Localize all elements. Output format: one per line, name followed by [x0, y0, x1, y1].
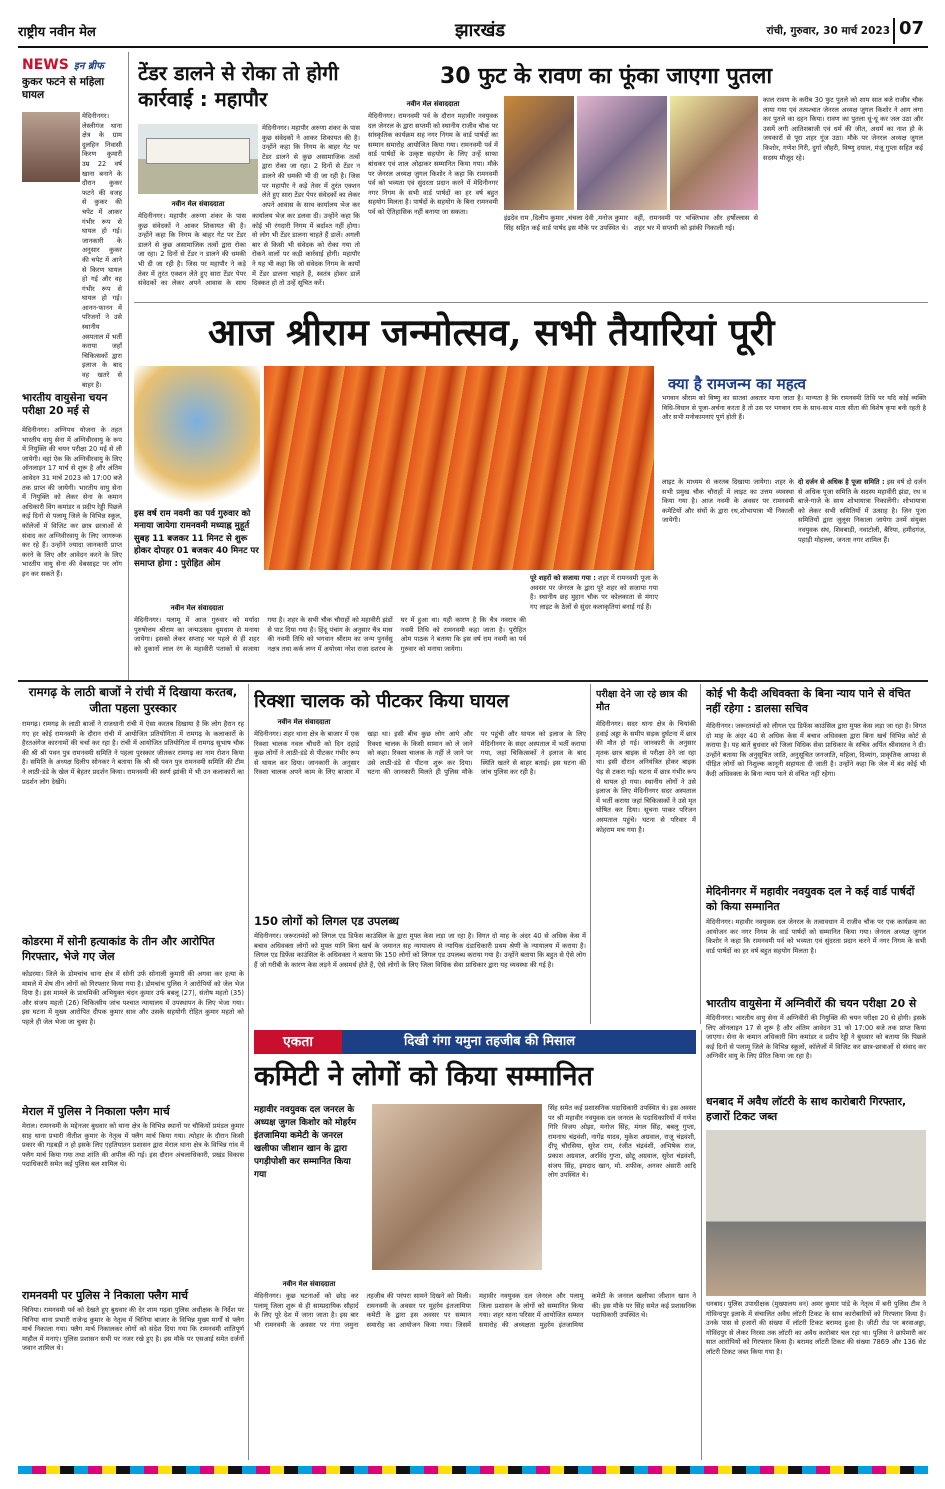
- legal-body: मेदिनीनगर। जरूरतमंदों को लिगल एड डिफेंस काउंसिल के द्वारा मुफ्त केस लड़ा जा रहा है। विगत दो माह के अंदर 40 से अधिक केस में बचाव अधिवक्ता लोगों को मुफ्त यानि बिना खर्च के जमानत सह न्यायालय से न्यायिक दंडाधिकारी प्रथम श्रेणी के न्यायालय में कराया है। लिगल एड डिफेंस काउंसिल के अधिवक्ता ने बताया कि 150 लोगों को लिगल एड उपलब्ध कराया गया है। उन्होंने बताया कि बहुत से ऐसे लोग हैं जो गरीबी के कारण केस लड़ने में असमर्थ होते हैं, ऐसे लोगों के लिए जिला विधिक सेवा प्राधिकार द्वारा यह व्यवस्था की गई है।: [254, 932, 586, 969]
- registration-color-strip: [18, 1466, 928, 1474]
- masthead-dateline: रांची, गुरुवार, 30 मार्च 2023: [766, 25, 890, 37]
- ramgarh-headline: रामगढ़ के लाठी बाजों ने रांची में दिखाया करतब, जीता पहला पुरस्कार: [28, 685, 238, 715]
- masthead-rule: [18, 46, 928, 48]
- exam-headline: परीक्षा देने जा रहे छात्र की मौत: [596, 689, 688, 713]
- masthead-section: झारखंड: [455, 20, 505, 41]
- ravan-photo-1: [504, 96, 574, 210]
- agniveer-body: मेदिनीनगर। भारतीय वायु सेना में अग्निवीरों की नियुक्ति की चयन परीक्षा 20 से होगी। इसके लिए ऑनलाइन 17 से शुरू है और अंतिम आवेदन 31 को 17:00 बजे तक प्राप्त किया जाएगा। सेना के कमान अधिकारी विंग कमांडर व प्रदीप रेड्डी ने बुधवार को बताया कि पिछले कई दिनों से पलामू जिले के विभिन्न स्कूलों, कॉलेजों में विजिट कर छात्र-छात्राओं से संवाद कर अग्निवीर वायु के लिए प्रेरित किया जा रहा है।: [706, 1014, 926, 1061]
- ekta-body-2: सिंह समेत कई प्रशासनिक पदाधिकारी उपस्थित थे। इस अवसर पर श्री महावीर नवयुवक दल जनरल के पदाधिकारियों में गणेश गिरि विजय ओझा, मनोज सिंह, मंगल सिंह, बबलू गुप्ता, रामनाथ चंद्रवंशी, नागेंद्र यादव, मुकेश अग्रवाल, राजू चंद्रवंशी, दीपू चौरसिया, सुरेश राम, रंजीत चंद्रवंशी, अभिषेक राज, प्रकाश अग्रवाल, अरविंद गुप्ता, छोटू अग्रवाल, सुरेश चंद्रवंशी, संजय सिंह, इमदाद खान, मो. शफीक, अनवर अंसारी आदि लोग उपस्थित थे।: [548, 1104, 696, 1180]
- janmotsav-right-body-2: [798, 478, 926, 658]
- kaidi-body: मेदिनीनगर। जरूरतमंदों को लीगल एड डिफेंस काउंसिल द्वारा मुफ्त केस लड़ा जा रहा है। विगत दो माह के अंदर 40 से अधिक केस में बचाव अधिवक्ता द्वारा बिना खर्च विभिन्न कोर्ट से कराया है। यह बातें बुधवार को जिला विधिक सेवा प्राधिकार के सचिव अर्पित श्रीवास्तव ने दी। उन्होंने बताया कि अनुसूचित जाति, अनुसूचित जनजाति, महिला, दिव्यांग, प्राकृतिक आपदा से पीड़ित लोगों को निशुल्क कानूनी सहायता दी जाती है। उन्होंने कहा कि जेल में बंद कोई भी कैदी अधिवक्ता के बिना न्याय पाने से वंचित नहीं रहेगा।: [706, 722, 926, 778]
- ekta-headline: कमिटी ने लोगों को किया सम्मानित: [254, 1061, 593, 1092]
- rickshaw-headline: रिक्शा चालक को पीटकर किया घायल: [254, 691, 509, 712]
- ekta-blurb: महावीर नवयुवक दल जनरल के अध्यक्ष जुगल किशोर को मोहर्रम इंतजामिया कमेटी के जनरल खलीफा जीशान खान के द्वारा पगड़ीपोशी कर सम्मानित किया गया: [254, 1105, 357, 1180]
- ravan-body: मेदिनीनगर। रामनवमी पर्व के दौरान महावीर नवयुवक दल जेनरल के द्वारा सप्तमी को स्थानीय राजीव चौक पर सांस्कृतिक कार्यक्रम सह नगर निगम के वार्ड पार्षदों का सम्मान समारोह आयोजित किया गया। रामनवमी पर्व में वार्ड पार्षदों के उत्कृष्ट सहयोग के लिए उन्हें साफा बांधकर एवं शाल ओढ़ाकर सम्मानित किया गया। मौके पर जेनरल अध्यक्ष जुगल किशोर ने कहा कि रामनवमी पर्व को भव्यता एवं सुंदरता प्रदान करने में मेदिनीनगर नगर निगम के सभी वार्ड पार्षदों का हर वर्ष बहुत सहयोग मिलता है। पार्षदों के सहयोग के बिना रामनवमी पर्व को ऐतिहासिक नहीं बनाया जा सकता।: [368, 112, 498, 216]
- koderma-headline: कोडरमा में सोनी हत्याकांड के तीन और आरोपित गिरफ्तार, भेजे गए जेल: [22, 935, 215, 963]
- rickshaw-byline: नवीन मेल संवाददाता: [277, 718, 331, 726]
- news-brief-sub: इन ब्रीफ: [73, 61, 104, 72]
- dhanbad-headline: धनबाद में अवैध लॉटरी के साथ कारोबारी गिरफ्तार, हजारों टिकट जब्त: [706, 1095, 907, 1123]
- janmotsav-callout: इस वर्ष राम नवमी का पर्व गुरुवार को मनाया जायेगा रामनवमी मध्याह्न मुहूर्त सुबह 11 बजकर 11 मिनट से शुरू होकर दोपहर 01 बजकर 40 मिनट पर समाप्त होगा : पुरोहित ओम: [134, 509, 259, 569]
- brief-cooker-title: कुकर फटने से महिला घायल: [22, 76, 105, 101]
- janmotsav-sub: [530, 574, 658, 674]
- ekta-label: एकता: [254, 1030, 342, 1054]
- agniveer-headline: भारतीय वायुसेना में अग्निवीरों की चयन परीक्षा 20 से: [706, 997, 917, 1010]
- ravan-caption: इंद्रदेव राम ,दिलीप कुमार ,चंचला देवी ,मनोज कुमार सिंह सहित कई वार्ड पार्षद इस मौके पर उपस्थित थे। वहीं, रामनवमी पर भक्तिभाव और हर्षोल्लास से शहर भर में सप्तमी को झांकी निकाली गई।: [504, 214, 758, 232]
- news-brief-header: [22, 54, 124, 72]
- column-divider: [248, 684, 249, 1460]
- section-rule: [18, 680, 928, 682]
- legal-headline: 150 लोगों को लिगल एड उपलब्ध: [254, 914, 399, 928]
- masthead-paper-name: राष्ट्रीय नवीन मेल: [18, 25, 96, 40]
- janmotsav-sub-body: शहर में रामनवमी पूजा के अवसर पर जेनरल के द्वारा पूरे शहर को सजाया गया है। स्थानीय छह मुहान चौक पर कोलकाता से मंगाए गए लाइट के ठेलों से सुंदर कलाकृतियां बनाई गई हैं।: [530, 574, 658, 611]
- mahatva-box-body: भगवान श्रीराम को विष्णु का सातवां अवतार माना जाता है। मान्यता है कि रामनवमी तिथि पर यदि कोई व्यक्ति विधि-विधान से पूजा-अर्चना करता है तो उस पर भगवान राम के साथ-साथ माता सीता की विशेष कृपा बनी रहती है और सभी मनोकामनाएं पूर्ण होती हैं।: [662, 394, 926, 422]
- ravan-body-2: काल रावण के करीब 30 फुट पुतले को शाम सात बजे राजीव चौक लाया गया एवं तत्पश्चात जेनरल अध्यक्ष जुगल किशोर ने आग लगा कर पुतले का दहन किया। रावण का पुतला धूं-धूं कर जल उठा और उसमें लगी आतिशबाजी एवं धर्म की जीत, अधर्म का नाश हो के जयकारों से पूरा शहर गूंज उठा। मौके पर जेनरल अध्यक्ष जुगल किशोर, गणेश गिरी, दुर्गा जौहरी, विष्णु दयाल, मंजू गुप्ता सहित कई सदस्य मौजूद रहे।: [763, 96, 923, 162]
- ravan-photo-2: [577, 96, 667, 210]
- meral-body: मेराल। रामनवमी के मद्देनजर बुधवार को थाना क्षेत्र के विभिन्न स्थानों पर चौकियों प्रमंडल कुमार साह थाना प्रभारी नीतीश कुमार के नेतृत्व में फ्लैग मार्च किया गया। त्योहार के दौरान किसी प्रकार की गड़बड़ी न हो इसके लिए एहतियातन प्रशासन द्वारा मेराल थाना क्षेत्र के विभिन्न गांव में फ्लैग मार्च किया गया तथा शांति की अपील की गई। इस दौरान अंचलाधिकारी, प्रखंड विकास पदाधिकारी समेत कई पुलिस बल शामिल थे।: [22, 1122, 244, 1169]
- janmotsav-sub-title: पूरे शहरों को सजाया गया :: [530, 574, 596, 582]
- ekta-strap-bar: [254, 1030, 696, 1054]
- section-rule: [134, 302, 928, 303]
- honor2-headline: मेदिनीनगर में महावीर नवयुवक दल ने कई वार्ड पार्षदों को किया सम्मानित: [706, 885, 915, 913]
- tender-byline: नवीन मेल संवाददाता: [171, 200, 225, 208]
- meral-headline: मेराल में पुलिस ने निकाला फ्लैग मार्च: [22, 1105, 170, 1118]
- ravan-byline: नवीन मेल संवाददाता: [406, 100, 460, 108]
- ram-illustration: [134, 366, 260, 504]
- brief-cooker-body: मेदिनीनगर। लेस्लीगंज थाना क्षेत्र के ग्राम दुलहिन निवासी किरण कुमारी उम्र 22 वर्ष खाना बनाने के दौरान कुकर फटने की वजह से कुकर की चपेट में आकर गंभीर रूप से घायल हो गई। जानकारी के अनुसार कुकर की चपेट में आने से किरण घायल हो गई और वह गंभीर रूप से घायल हो गई। आनन-फानन में परिजनों ने उसे स्थानीय अस्पताल में भर्ती कराया जहाँ चिकित्सकों द्वारा इलाज के बाद वह खतरे से बाहर है।: [82, 112, 122, 389]
- honor2-body: मेदिनीनगर। महावीर नवयुवक दल जेनरल के तत्वावधान में राजीव चौक पर एक कार्यक्रम का आयोजन कर नगर निगम के वार्ड पार्षदों को सम्मानित किया गया। जेनरल अध्यक्ष जुगल किशोर ने कहा कि रामनवमी पर्व को भव्यता एवं सुंदरता प्रदान करने में नगर निगम के सभी वार्ड पार्षदों का हर वर्ष बहुत सहयोग मिलता है।: [706, 918, 926, 955]
- dhanbad-photo: [706, 1130, 926, 1296]
- ravan-photo-3: [670, 96, 758, 210]
- kaidi-headline: कोई भी कैदी अधिवक्ता के बिना न्याय पाने से वंचित नहीं रहेगा : डालसा सचिव: [706, 687, 911, 715]
- ekta-strap: दिखी गंगा यमुना तहजीब की मिसाल: [404, 1034, 576, 1049]
- tender-body-top: मेदिनीनगर। महापौर अरुणा शंकर के पास कुछ संवेदकों ने आकर शिकायत की है। उन्होंने कहा कि निगम के बाहर गेट पर टेंडर डालने से कुछ असामाजिक तत्वों द्वारा रोका जा रहा। 2 दिनों से टेंडर न डालने की धमकी भी दी जा रही है। जिस पर महापौर ने कड़े तेवर में तुरंत एक्शन लेते हुए सारा टेंडर पेपर संवेदकों का लेकर अपने आवास के साथ कार्यालय भेज कर: [262, 124, 360, 209]
- koderma-body: कोडरमा। जिले के डोमचांच थाना क्षेत्र में सोनी उर्फ सोनाली कुमारी की अगवा कर हत्या के मामले में शेष तीन लोगों को गिरफ्तार किया गया है। डोमचांच पुलिस ने आरोपियों को जेल भेज दिया है। इस मामले के प्राथमिकी अभियुक्त चंदन कुमार उर्फ बबलू (27), संतोष महतो (35) और संजय महतो (26) चिकित्सीय जांच पश्चात न्यायालय में उपस्थापन के लिए भेजा गया। इस घटना में मुख्य आरोपित दीपक कुमार साव और उसके सहयोगी रोहित कुमार महतो को पहले ही जेल भेजा जा चुका है।: [22, 970, 244, 1026]
- janmotsav-right-sub: दो दर्जन से अधिक है पूजा समिति :: [798, 478, 885, 486]
- column-divider: [701, 1030, 702, 1460]
- dhanbad-body: धनबाद। पुलिस उपाधीक्षक (मुख्यालय वन) अमर कुमार पांडे के नेतृत्व में बनी पुलिस टीम ने गोविन्दपुर इलाके में संचालित अवैध लॉटरी टिकट के साथ कारोबारियों को गिरफ्तार किया है। उनके पास से हजारों की संख्या में लॉटरी टिकट बरामद हुआ है। जीटी रोड पर बरवाअड्डा, गोविंदपुर से लेकर निरसा तक लॉटरी का अवैध कारोबार चल रहा था। पुलिस ने छापेमारी कर सात आरोपियों को गिरफ्तार किया है। बरामद लॉटरी टिकट की संख्या 7869 और 136 सेट लॉटरी टिकट जब्त किया गया है।: [706, 1300, 926, 1356]
- rickshaw-body: मेदिनीनगर। शहर थाना क्षेत्र के बाजार में एक रिक्शा चालक नवल चौधरी को दिन दहाड़े कुछ लोगों ने लाठी-डंडे से पीटकर गंभीर रूप से घायल कर दिया। जानकारी के अनुसार रिक्शा चालक अपने काम के लिए बाजार में खड़ा था। इसी बीच कुछ लोग आये और रिक्शा चालक के किसी सामान को ले जाने को कहा। रिक्शा चालक के नहीं ले जाने पर उसे लाठी-डंडे से पीटना शुरू कर दिया। घटना की जानकारी मिलते ही पुलिस मौके पर पहुंची और घायल को इलाज के लिए मेदिनीनगर के सदर अस्पताल में भर्ती कराया गया, जहां चिकित्सकों ने इलाज के बाद स्थिति खतरे से बाहर बताई। इस घटना की जांच पुलिस कर रही है।: [254, 730, 586, 777]
- janmotsav-body: मेदिनीनगर। पलामू में आज गुरुवार को मर्यादा पुरुषोत्तम श्रीराम का जन्मउत्सव धूमधाम से मनाया जायेगा। इसको लेकर सप्ताह भर पहले से ही शहर को दुकानों लाल रंग के महावीरी पताकों से सजाया गया है। शहर के सभी चौक चौराहों को महावीरी झंडों से पाट दिया गया है। हिंदू पंचांग के अनुसार चैत्र मास की नवमी तिथि को भगवान श्रीराम का जन्म पुनर्वसु नक्षत्र तथा कर्क लग्न में अयोध्या नरेश राजा दशरथ के घर में हुआ था। यही कारण है कि चैत्र नवरात्र की नवमी तिथि को रामनवमी कहा जाता है। पुरोहित ओम पाठक ने बताया कि इस वर्ष राम नवमी का पर्व गुरुवार को मनाया जायेगा।: [134, 616, 526, 653]
- news-brief-label: NEWS: [22, 57, 69, 72]
- exam-body: मेदिनीनगर। सदर थाना क्षेत्र के चियांकी हवाई अड्डा के समीप सड़क दुर्घटना में छात्र की मौत हो गई। जानकारी के अनुसार मृतक छात्र बाइक से परीक्षा देने जा रहा था। इसी दौरान अनियंत्रित होकर बाइक पेड़ से टकरा गई। घटना में छात्र गंभीर रूप से घायल हो गया। स्थानीय लोगों ने उसे इलाज के लिए मेदिनीनगर सदर अस्पताल में भर्ती कराया जहां चिकित्सकों ने उसे मृत घोषित कर दिया। सूचना पाकर परिजन अस्पताल पहुंचे। घटना से परिवार में कोहराम मच गया है।: [596, 720, 696, 834]
- chinia-body: चिनिया। रामनवमी पर्व को देखते हुए बुधवार की देर शाम गढ़वा पुलिस अधीक्षक के निर्देश पर चिनिया थाना प्रभारी राजेन्द्र कुमार के नेतृत्व में चिनिया बाजार के विभिन्न मुख्य मार्गों से फ्लैग मार्च निकाला गया। फ्लैग मार्च निकालकर लोगों को संदेश दिया गया कि रामनवमी शांतिपूर्ण माहौल में मनाएं। पुलिस प्रशासन सभी पर नजर रखे हुए है। इस मौके पर एसआई समेत दर्जनों जवान शामिल थे।: [22, 1306, 244, 1353]
- column-divider: [700, 684, 701, 1024]
- column-divider: [590, 684, 591, 1024]
- tender-headline: टेंडर डालने से रोका तो होगी कार्रवाई : महापौर: [138, 61, 339, 111]
- mahatva-box-title: क्या है रामजन्म का महत्व: [668, 375, 806, 392]
- tender-photo: [138, 124, 258, 194]
- brief-airforce-body: मेदिनीनगर। अग्निपथ योजना के तहत भारतीय वायु सेना में अग्निवीरवायु के रूप में नियुक्ति की चयन परीक्षा 20 मई से ली जायेगी। वहां ऐक कि अग्निवीरवायु के लिए ऑनलाइन 17 मार्च से शुरू है और अंतिम आवेदन 31 मार्च 2023 को 17:00 बजे तक प्राप्त की जायेगी। भारतीय वायु सेना में नियुक्ति को लेकर सेना के कमान अधिकारी विंग कमांडर व प्रदीप रेड्डी पिछले कई दिनों से पलामू जिले के विभिन्न स्कूल, कॉलेजों में विजिट कर छात्र छात्राओं से संवाद कर अग्निवीरवायु के लिए जागरूक कर रहे हैं। उन्होंने ज्यादा जानकारी प्राप्त करने के लिए और आवेदन करने के लिए भारतीय वायु सेना की वेबसाइट पर लॉग इन कर सकते हैं।: [22, 426, 122, 578]
- brief-airforce-title: भारतीय वायुसेना चयन परीक्षा 20 मई से: [22, 392, 108, 417]
- chinia-headline: रामनवमी पर पुलिस ने निकाला फ्लैग मार्च: [22, 1289, 189, 1302]
- ramgarh-body: रामगढ़। रामगढ़ के लाठी बाजों ने राजधानी रांची में ऐसा करतब दिखाया है कि लोग हैरान रह गए हर कोई रामनवमी के दौरान रांची में आयोजित प्रतियोगिता में रामगढ़ के कलाकारों के हैरतअंगेज कारनामों की चर्चा कर रहा है। रांची में आयोजित प्रतियोगिता में रामगढ़ सुभाष चौक की श्री श्री पवन पुत्र रामनवमी समिति ने पहला पुरस्कार जीतकर रामगढ़ का नाम रोशन किया है। समिति के अध्यक्ष दिलीप सोनकर ने बताया कि श्री श्री पवन पुत्र रामनवमी समिति की टीम ने लाठी-डंडे के खेल में बेहतर प्रदर्शन किया। रामनवमी की स्वर्ण झांकी में भी उन कलाकारों का प्रदर्शन लोग देखेंगे।: [22, 720, 244, 786]
- tender-body: मेदिनीनगर। महापौर अरुणा शंकर के पास कुछ संवेदकों ने आकर शिकायत की है। उन्होंने कहा कि निगम के बाहर गेट पर टेंडर डालने से कुछ असामाजिक तत्वों द्वारा रोका जा रहा। 2 दिनों से टेंडर न डालने की धमकी भी दी जा रही है। जिस पर महापौर ने कड़े तेवर में तुरंत एक्शन लेते हुए सारा टेंडर पेपर संवेदकों का लेकर अपने आवास के साथ कार्यालय भेज कर डलवा दी। उन्होंने कहा कि कोई भी रंगदारी निगम में बर्दाश्त नहीं होगा। वो लोग भी टेंडर डालना चाहते हैं डालें। अगली बार से किसी भी संवेदक को रोका गया तो रोकने वालों पर कड़ी कार्रवाई होगी। महापौर ने यह भी कहा कि जो संवेदक निगम के कार्यों में टेंडर डालना चाहते हैं, स्वतंत्र होकर डालें दिक्कत हो तो उन्हें सूचित करें।: [138, 212, 360, 288]
- ekta-photo: [372, 1104, 542, 1270]
- column-divider: [128, 52, 129, 680]
- ravan-headline: 30 फुट के रावण का फूंका जाएगा पुतला: [440, 64, 773, 89]
- flags-photo: [264, 366, 654, 570]
- ekta-byline: नवीन मेल संवाददाता: [282, 1280, 336, 1288]
- page-number: 07: [893, 18, 925, 44]
- janmotsav-byline: नवीन मेल संवाददाता: [170, 604, 224, 612]
- janmotsav-right-body: लाइट के माध्यम से करतब दिखाया जायेगा। शहर के सभी प्रमुख चौक चौराहों में लाइट का उत्तम व्यवस्था किया गया है। आज नवमी के अवसर पर रामनवमी कमेटियों और संघों के द्वारा रथ,शोभायात्रा भी निकाली जायेगी।: [662, 478, 794, 525]
- janmotsav-right-sub-body: इस वर्ष दो दर्जन से अधिक पूजा समिति के सदस्य महावीरी झंडा, रथ व बाजे-गाजे के साथ शोभायात्रा निकालेंगी। शोभायात्रा को लेकर सभी समितियों में उत्साह है। जिन पूजा समितियों द्वारा जुलूस निकाला जायेगा उनमें संयुक्त नवयुवक संघ, शिवबाड़ी, नवाटोली, बैरिया, हमीदगंज, पहाड़ी मोहल्ला, जनता नगर शामिल हैं।: [798, 478, 926, 544]
- janmotsav-headline: आज श्रीराम जन्मोत्सव, सभी तैयारियां पूरी: [208, 310, 775, 354]
- ekta-body: मेदिनीनगर। कुछ घटनाओं को छोड़ कर पलामू जिला शुरू से ही साम्प्रदायिक सौहार्द के लिए पूरे देश में जाना जाता है। इस बार भी रामनवमी के अवसर पर गंगा जमुना तहजीब की परंपरा सामने दिखने को मिली। रामनवमी के अवसर पर मुहर्रम इंतजामिया कमेटी के द्वारा इस अवसर पर सम्मान समारोह का आयोजन किया गया। जिसमें महावीर नवयुवक दल जेनरल और पलामू जिला प्रशासन के लोगों को सम्मानित किया गया। शहर थाना परिसर में आयोजित सम्मान समारोह की अध्यक्षता मुहर्रम इंतजामिया कमेटी के जनरल खलीफा जीशान खान ने की। इस मौके पर सिंह समेत कई प्रशासनिक पदाधिकारी उपस्थित थे।: [254, 1292, 696, 1329]
